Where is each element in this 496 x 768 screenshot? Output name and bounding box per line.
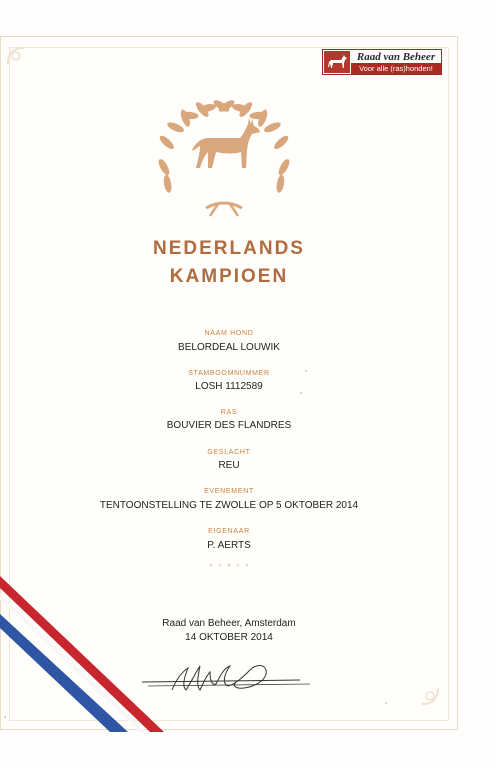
field-value-stamboomnummer: LOSH 1112589 [195,381,263,392]
field-label-naam-hond: NAAM HOND [204,330,254,337]
flag-stripes [0,566,170,746]
field-label-stamboomnummer: STAMBOOMNUMMER [188,370,270,377]
laurel-leaf [277,157,292,176]
scan-speck [4,716,6,718]
issuer-text: Raad van Beheer, Amsterdam [162,618,296,629]
field-value-geslacht: REU [218,460,240,471]
field-value-naam-hond: BELORDEAL LOUWIK [178,342,280,353]
field-value-eigenaar: P. AERTS [207,540,251,551]
corner-ornament-icon [5,45,27,67]
laurel-leaf [162,174,172,193]
scan-speck [385,702,387,704]
logo-title: Raad van Beheer [356,51,436,63]
field-label-geslacht: GESLACHT [207,449,251,456]
field-value-evenement: TENTOONSTELLING TE ZWOLLE OP 5 OKTOBER 2014 [99,500,359,511]
laurel-leaf [157,157,172,176]
laurel-wreath-icon [148,86,300,222]
logo-subtitle: Voor alle (ras)honden! [351,63,441,74]
scan-speck [305,370,307,372]
scan-speck [300,392,302,394]
certificate-title-line2: KAMPIOEN [169,266,289,287]
laurel-leaf [166,120,185,134]
certificate-title-line1: NEDERLANDS [153,238,305,259]
decorative-divider [206,562,252,568]
logo-dog-icon [324,51,350,73]
laurel-leaf [272,134,290,151]
field-label-evenement: EVENEMENT [204,488,254,495]
field-value-ras: BOUVIER DES FLANDRES [166,420,292,431]
dog-silhouette-icon [192,118,260,168]
field-label-eigenaar: EIGENAAR [208,528,250,535]
raad-van-beheer-logo [322,49,442,75]
issue-date: 14 OKTOBER 2014 [185,632,273,643]
laurel-leaf [158,134,176,151]
corner-ornament-icon [419,685,441,707]
laurel-leaf [263,120,282,134]
field-label-ras: RAS [220,409,238,416]
laurel-leaf [275,174,285,193]
